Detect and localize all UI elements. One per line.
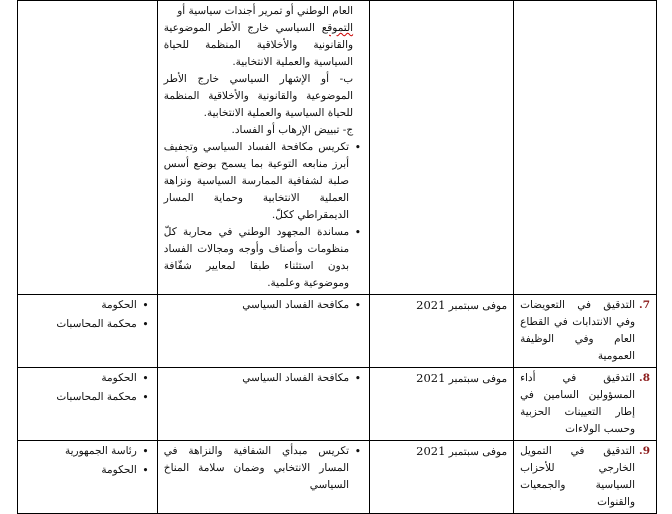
continuation-paragraph: التموقع السياسي خارج الأطر الموضوعية والقانونية والأخلاقية المنظمة للحياة السياسية والعملية الانتخابية. [163,22,354,68]
item-number: 9. [639,445,650,457]
list-item: • تكريس مبدأي الشفافية والنزاهة في المسار الانتخابي وضمان سلامة المناخ السياسي [164,443,349,494]
date-cell [370,368,514,441]
paragraph-b: ب- أو الإشهار السياسي خارج الأطر الموضوعية والقانونية والأخلاقية المنظمة للحياة السياسية والعملية الانتخابية. [163,73,354,119]
list-item: • الحكومة [24,462,137,481]
objective-cell [157,295,369,368]
date-year: 2021 [416,298,446,312]
responsible-cell [18,1,158,295]
spellcheck-word: التموقع [321,22,354,34]
objective-cell [157,441,369,514]
list-item: • الحكومة [24,370,137,389]
list-item: • الحكومة [24,297,137,316]
list-item: • مساندة المجهود الوطني في محاربة كلّ منظومات وأصناف وأوجه ومجالات الفساد بدون استثناء طبقا لمعايير شفّافة وموضوعية وعلمية. [164,224,349,292]
continuation-line: العام الوطني أو تمرير أجندات سياسية أو [177,5,354,17]
date-year: 2021 [416,444,446,458]
date-prefix: موفى سبتمبر [448,300,508,312]
table-row [18,1,657,295]
list-item: • تكريس مكافحة الفساد السياسي وتجفيف أبرز منابعه التوعية بما يسمح بوضع أسس صلبة لشفافية الممارسة السياسية ونزاهة العملية الانتخابية وحماية المسار الديمقراطي ككلّ. [164,139,349,224]
item-title: التدقيق في التمويل الخارجي للأحزاب السياسية والجمعيات والقنوات [520,445,636,508]
list-item: • مكافحة الفساد السياسي [164,370,349,387]
table-row [18,441,657,514]
list-item: • محكمة المحاسبات [24,389,137,408]
item-cell [514,441,657,514]
objective-cell [157,368,369,441]
objective-cell [157,1,369,295]
action-plan-table [17,0,657,514]
item-number: 8. [639,372,650,384]
date-year: 2021 [416,371,446,385]
item-cell [514,1,657,295]
responsible-cell [18,441,158,514]
list-item: • مكافحة الفساد السياسي [164,297,349,314]
list-item: • رئاسة الجمهورية [24,443,137,462]
date-cell [370,1,514,295]
responsible-cell [18,295,158,368]
date-cell [370,295,514,368]
item-title: التدقيق في أداء المسؤولين السامين في إطار التعيينات الحزبية وحسب الولاءات [520,372,636,435]
date-prefix: موفى سبتمبر [448,446,508,458]
item-number: 7. [639,299,650,311]
date-prefix: موفى سبتمبر [448,373,508,385]
list-item: • محكمة المحاسبات [24,316,137,335]
objective-bullets [164,139,363,292]
table-row [18,368,657,441]
paragraph-c: ج- تبييض الإرهاب أو الفساد. [231,124,354,136]
table-row [18,295,657,368]
date-cell [370,441,514,514]
item-cell [514,295,657,368]
item-cell [514,368,657,441]
item-title: التدقيق في التعويضات وفي الانتدابات في القطاع العام وفي الوظيفة العمومية [520,299,636,362]
responsible-cell [18,368,158,441]
